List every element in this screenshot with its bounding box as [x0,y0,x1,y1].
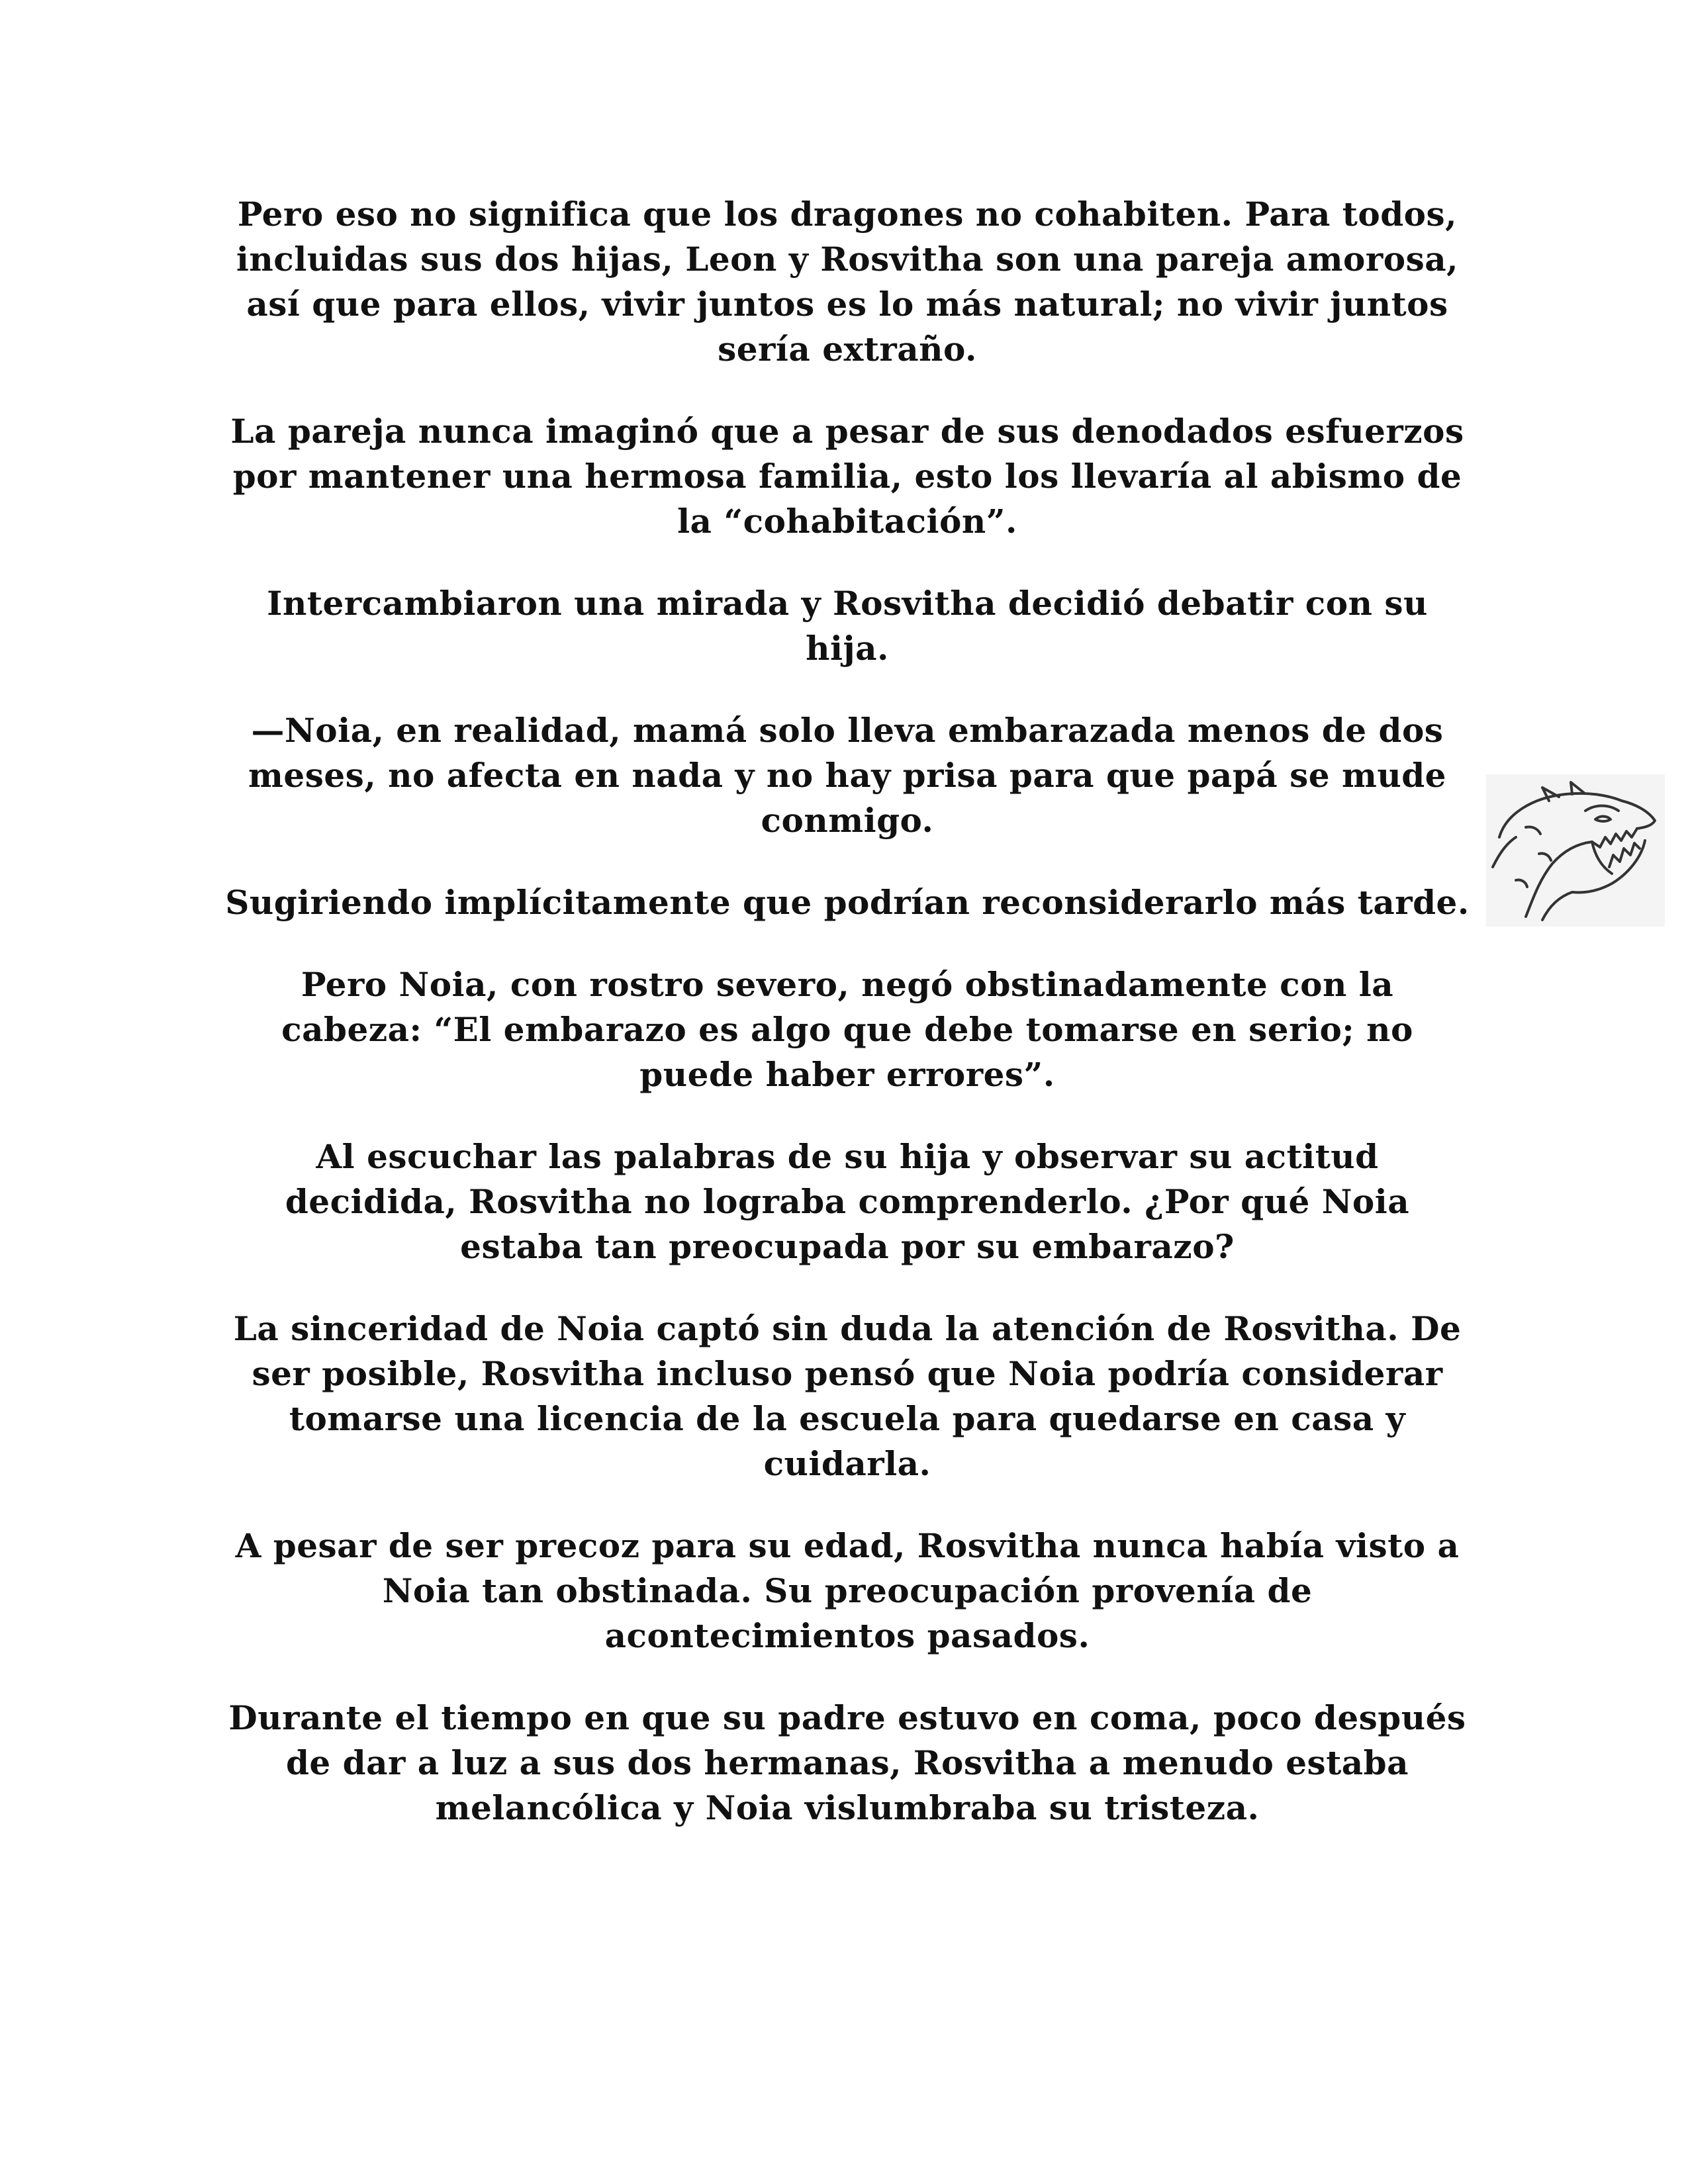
paragraph-2: La pareja nunca imaginó que a pesar de sus denodados esfuerzos por mantener una hermosa familia, esto los llevaría al abismo de la “cohabitación”. [230,412,1464,541]
paragraph-1: Pero eso no significa que los dragones no cohabiten. Para todos, incluidas sus dos hijas, Leon y Rosvitha son una pareja amorosa, así que para ellos, vivir juntos es lo más natural; no vivir juntos sería extraño. [236,195,1459,369]
paragraph-10: Durante el tiempo en que su padre estuvo en coma, poco después de dar a luz a sus dos hermanas, Rosvitha a menudo estaba melancólica y Noia vislumbraba su tristeza. [228,1698,1466,1827]
paragraph-4: —Noia, en realidad, mamá solo lleva embarazada menos de dos meses, no afecta en nada y no hay prisa para que papá se mude conmigo. [248,711,1446,840]
paragraph-5: Sugiriendo implícitamente que podrían reconsiderarlo más tarde. [225,883,1470,922]
paragraph-8: La sinceridad de Noia captó sin duda la atención de Rosvitha. De ser posible, Rosvitha incluso pensó que Noia podría considerar tomarse una licencia de la escuela para quedarse en casa y cuidarla. [233,1309,1462,1483]
paragraph-3: Intercambiaron una mirada y Rosvitha decidió debatir con su hija. [267,584,1428,668]
dragon-head-icon [1486,774,1665,927]
paragraph-9: A pesar de ser precoz para su edad, Rosvitha nunca había visto a Noia tan obstinada. Su preocupación provenía de acontecimientos pasados. [235,1526,1460,1655]
paragraph-7: Al escuchar las palabras de su hija y observar su actitud decidida, Rosvitha no lograba comprenderlo. ¿Por qué Noia estaba tan preocupada por su embarazo? [285,1137,1410,1266]
body-text [225,192,1470,1868]
paragraph-6: Pero Noia, con rostro severo, negó obstinadamente con la cabeza: “El embarazo es algo que debe tomarse en serio; no puede haber errores”. [281,965,1413,1094]
